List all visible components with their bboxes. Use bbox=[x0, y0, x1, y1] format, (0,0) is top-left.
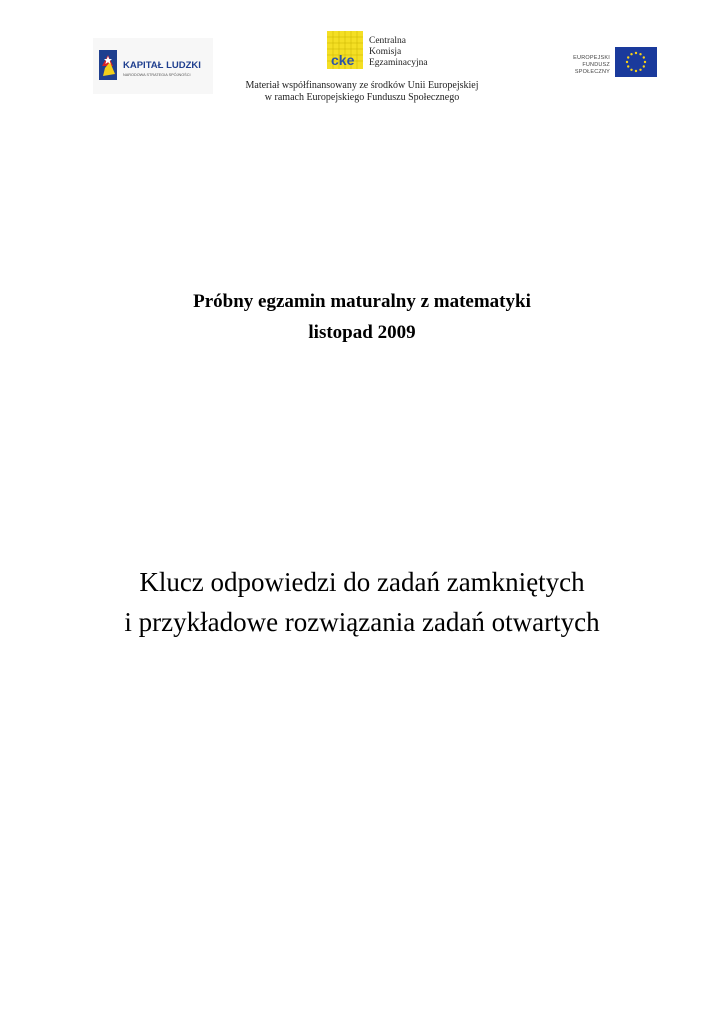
cke-line-2: Komisja bbox=[369, 47, 402, 57]
svg-text:cke: cke bbox=[331, 52, 355, 68]
exam-date: listopad 2009 bbox=[308, 322, 416, 343]
cke-name bbox=[369, 36, 428, 69]
funding-line-2: w ramach Europejskiego Funduszu Społecznego bbox=[264, 91, 460, 103]
document-subtitle bbox=[0, 562, 724, 642]
kapital-ludzki-tagline: NARODOWA STRATEGIA SPÓJNOŚCI bbox=[123, 73, 191, 77]
funding-line-1: Materiał współfinansowany ze środków Unii Europejskiej bbox=[245, 80, 479, 91]
exam-title-line-1: Próbny egzamin maturalny z matematyki bbox=[193, 291, 531, 312]
cke-line-3: Egzaminacyjna bbox=[369, 58, 428, 68]
kapital-ludzki-brand: KAPITAŁ LUDZKI bbox=[123, 60, 201, 71]
cke-logo bbox=[327, 31, 363, 69]
subtitle-line-1: Klucz odpowiedzi do zadań zamkniętych bbox=[139, 567, 585, 597]
efs-line-2: FUNDUSZ SPOŁECZNY bbox=[574, 62, 610, 75]
cke-line-1: Centralna bbox=[369, 36, 406, 46]
efs-line-1: EUROPEJSKI bbox=[573, 55, 610, 61]
subtitle-line-2: i przykładowe rozwiązania zadań otwartych bbox=[124, 607, 600, 637]
efs-text bbox=[548, 55, 610, 76]
exam-title bbox=[0, 286, 724, 348]
eu-flag-icon bbox=[615, 47, 657, 77]
funding-statement bbox=[0, 80, 724, 103]
